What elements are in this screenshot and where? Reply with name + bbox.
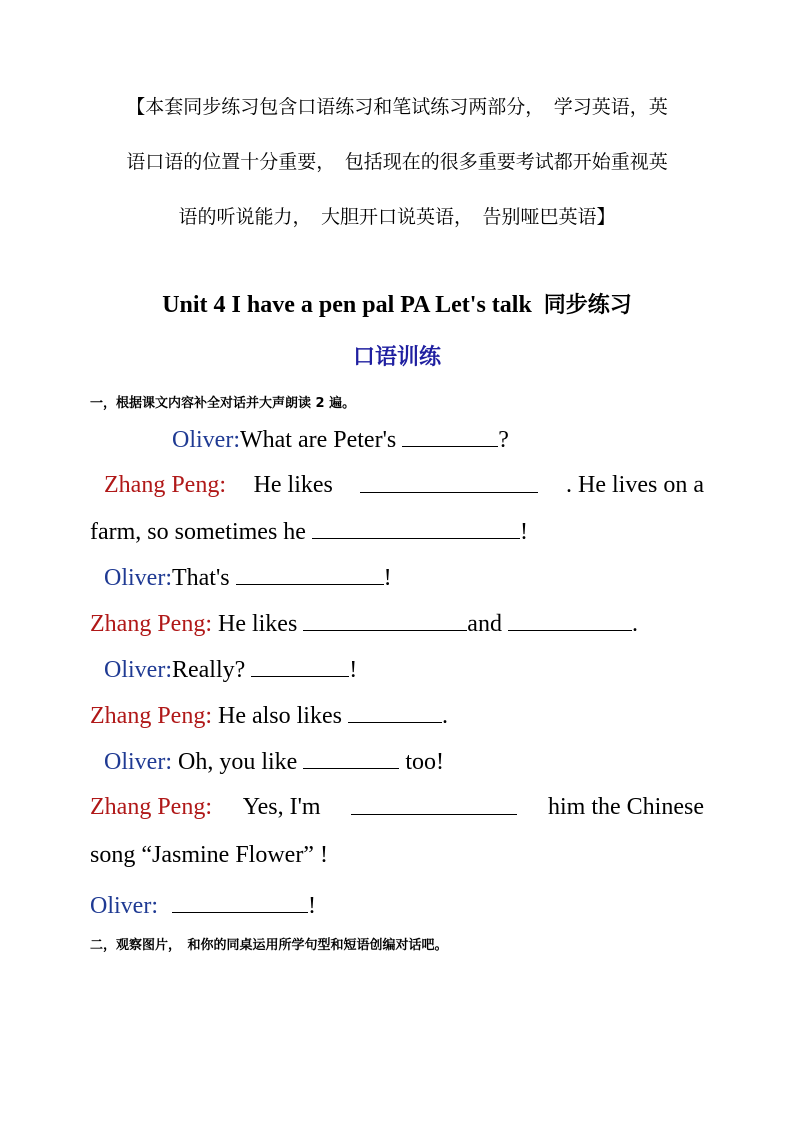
dialogue-line-1 (172, 424, 509, 455)
line-text-end: ! (349, 657, 358, 683)
line-text-end: . He lives on a (566, 472, 704, 498)
title-chinese: 同步练习 (543, 293, 632, 318)
line-text-end: him the Chinese (548, 794, 704, 820)
answer-blank[interactable] (303, 746, 399, 769)
dialogue-line-3 (90, 516, 528, 547)
intro-line-3: 语的听说能力， 大胆开口说英语， 告别哑巴英语】 (178, 206, 616, 228)
line-text-end: ! (307, 893, 316, 919)
dialogue-line-11 (90, 890, 316, 921)
answer-blank[interactable] (351, 792, 517, 815)
line-text-end: ? (498, 427, 509, 453)
dialogue-line-10 (90, 840, 328, 870)
dialogue-line-8 (104, 746, 444, 777)
line-text: Really? (171, 657, 246, 683)
speaker-oliver: Oliver: (172, 427, 240, 453)
speaker-oliver: Oliver: (90, 893, 158, 919)
speaker-oliver: Oliver: (104, 565, 172, 591)
dialogue-line-9 (90, 792, 704, 822)
dialogue-line-4 (104, 562, 392, 593)
intro-line-1: 【本套同步练习包含口语练习和笔试练习两部分， 学习英语，英 (126, 96, 668, 118)
line-text-end: ! (383, 565, 392, 591)
answer-blank[interactable] (303, 608, 467, 631)
speaker-zhang-peng: Zhang Peng: (90, 611, 212, 637)
answer-blank[interactable] (508, 608, 632, 631)
speaker-zhang-peng: Zhang Peng: (90, 703, 212, 729)
page-title (0, 288, 794, 319)
line-text: He likes (217, 611, 298, 637)
answer-blank[interactable] (402, 424, 498, 447)
line-text-end: ! (519, 519, 528, 545)
line-text: What are Peter's (239, 427, 397, 453)
line-text: Yes, I'm (242, 794, 321, 820)
dialogue-line-5 (90, 608, 638, 639)
intro-paragraph (90, 80, 704, 245)
speaker-zhang-peng: Zhang Peng: (104, 472, 226, 498)
line-text: He likes (253, 472, 333, 498)
speaker-oliver: Oliver: (104, 749, 172, 775)
dialogue-line-7 (90, 700, 448, 731)
section2-instruction: 二，观察图片， 和你的同桌运用所学句型和短语创编对话吧。 (90, 938, 448, 953)
intro-line-2: 语口语的位置十分重要， 包括现在的很多重要考试都开始重视英 (126, 151, 668, 173)
section-subtitle: 口语训练 (352, 345, 441, 370)
answer-blank[interactable] (172, 890, 308, 913)
line-text: That's (171, 565, 230, 591)
dialogue-line-6 (104, 654, 357, 685)
line-text-end: . (441, 703, 448, 729)
line-text: song “Jasmine Flower” ! (90, 842, 328, 868)
answer-blank[interactable] (348, 700, 442, 723)
speaker-oliver: Oliver: (104, 657, 172, 683)
title-english: Unit 4 I have a pen pal PA Let's talk (162, 292, 532, 318)
answer-blank[interactable] (236, 562, 384, 585)
speaker-zhang-peng: Zhang Peng: (90, 794, 212, 820)
dialogue-line-2 (104, 470, 704, 500)
line-text-end: . (631, 611, 638, 637)
line-text-end: too! (405, 749, 444, 775)
answer-blank[interactable] (360, 470, 538, 493)
line-text-and: and (467, 611, 502, 637)
line-text: Oh, you like (177, 749, 298, 775)
section1-instruction: 一，根据课文内容补全对话并大声朗读 2 遍。 (90, 396, 356, 411)
answer-blank[interactable] (312, 516, 520, 539)
line-text: He also likes (217, 703, 342, 729)
answer-blank[interactable] (251, 654, 349, 677)
line-text: farm, so sometimes he (90, 519, 306, 545)
